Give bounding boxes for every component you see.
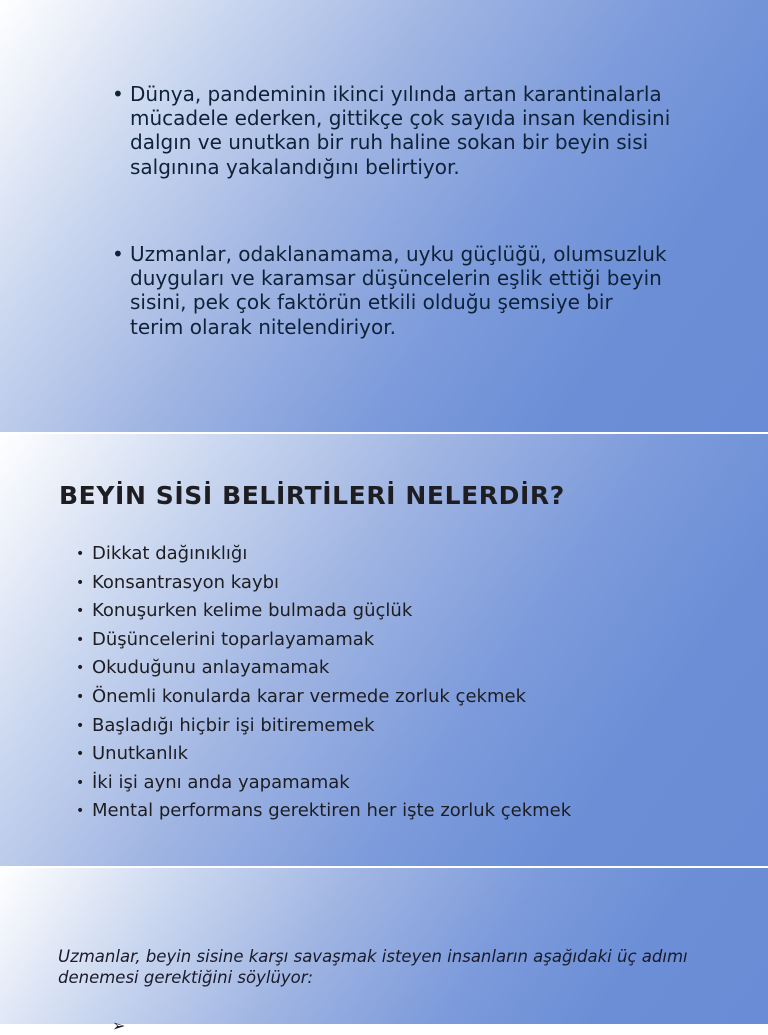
- symptom-item: • Başladığı hiçbir işi bitirememek: [76, 712, 571, 741]
- bullet-dot-icon: •: [76, 746, 85, 763]
- bullet-text: Dünya, pandeminin ikinci yılında artan karantinalarla mücadele ederken, gittikçe çok sayıda insan kendisini dalgın ve unutkan bir ruh haline sokan bir beyin sisi salgınına yakalandığını belirtiyor.: [130, 82, 671, 179]
- bullet-dot-icon: •: [76, 717, 85, 734]
- slide-1: [0, 0, 768, 432]
- symptom-item: • İki işi aynı anda yapamamak: [76, 769, 571, 798]
- bullet-dot-icon: •: [76, 574, 85, 591]
- symptom-item: • Konsantrasyon kaybı: [76, 569, 571, 598]
- bullet-dot-icon: •: [112, 242, 124, 266]
- bullet-dot-icon: •: [76, 660, 85, 677]
- slide1-bullet-1: [112, 82, 672, 179]
- bullet-text: Uzmanlar, odaklanamama, uyku güçlüğü, olumsuzluk duyguları ve karamsar düşüncelerin eşlik ettiği beyin sisini, pek çok faktörün etkili olduğu şemsiye bir terim olarak nitelendiriyor.: [130, 242, 667, 339]
- bullet-dot-icon: •: [76, 546, 85, 562]
- bullet-dot-icon: •: [76, 631, 85, 648]
- slide3-intro: Uzmanlar, beyin sisine karşı savaşmak isteyen insanların aşağıdaki üç adımı denemesi gerektiğini söylüyor:: [58, 947, 688, 987]
- slide3-step-partial: [112, 1016, 752, 1035]
- bullet-dot-icon: •: [112, 82, 124, 106]
- symptom-item: • Düşüncelerini toparlayamamak: [76, 626, 571, 655]
- symptom-item: • Konuşurken kelime bulmada güçlük: [76, 597, 571, 626]
- symptom-item: • Okuduğunu anlayamamak: [76, 654, 571, 683]
- slide-2: [0, 434, 768, 866]
- slide1-bullet-2: [112, 242, 672, 339]
- symptom-list: [76, 540, 571, 826]
- symptom-item: • Unutkanlık: [76, 740, 571, 769]
- bullet-dot-icon: •: [76, 774, 85, 791]
- arrow-bullet-icon: ➢: [112, 1016, 126, 1035]
- symptom-item: • Mental performans gerektiren her işte zorluk çekmek: [76, 797, 571, 826]
- slide2-title: BEYİN SİSİ BELİRTİLERİ NELERDİR?: [59, 480, 565, 510]
- bullet-dot-icon: •: [76, 803, 85, 820]
- bullet-dot-icon: •: [76, 688, 85, 705]
- bullet-dot-icon: •: [76, 603, 85, 620]
- slide-3: [0, 868, 768, 1035]
- symptom-item: • Dikkat dağınıklığı: [76, 540, 571, 569]
- symptom-item: • Önemli konularda karar vermede zorluk çekmek: [76, 683, 571, 712]
